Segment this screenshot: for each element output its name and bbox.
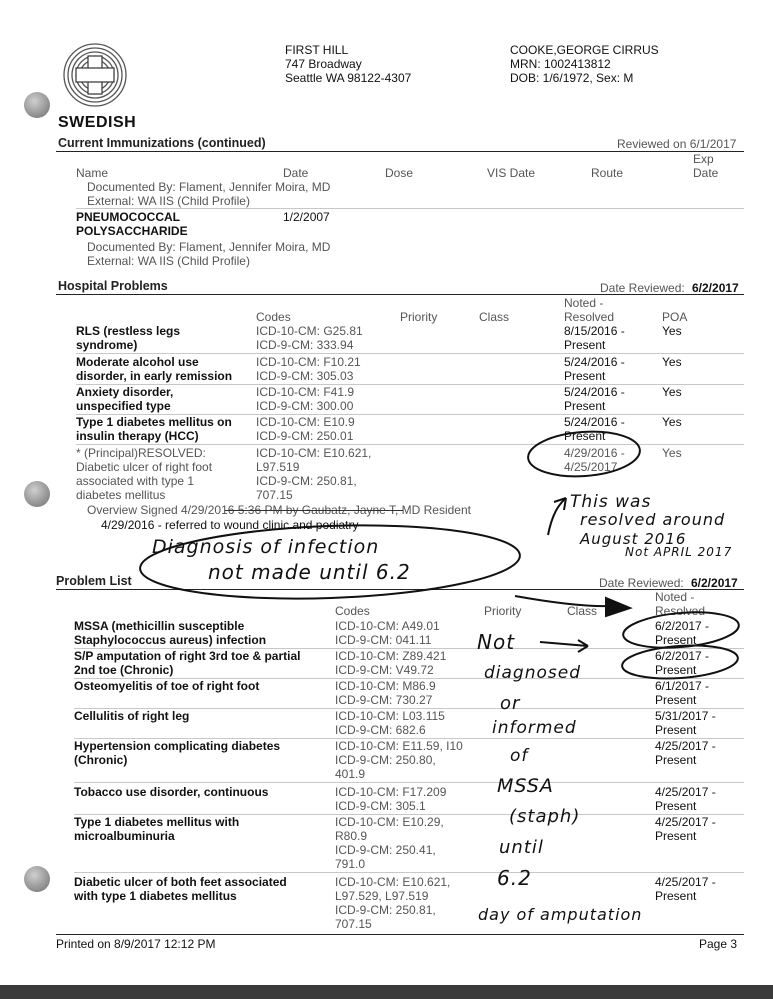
- icd-code-line-2: L97.529, L97.519: [335, 889, 429, 903]
- icd10-code: ICD-10-CM: A49.01: [335, 619, 440, 633]
- icd9-code: ICD-9-CM: 300.00: [256, 399, 354, 413]
- icd10-code: ICD-10-CM: E10.621,: [256, 446, 372, 460]
- problem-name-cont: unspecified type: [76, 399, 171, 413]
- hp-col-priority: Priority: [400, 310, 438, 324]
- hw-mssa-10: day of amputation: [478, 905, 643, 924]
- icd-code-line-4: 707.15: [335, 917, 372, 931]
- resolved-status: Present: [655, 829, 697, 843]
- icd9-code: ICD-9-CM: 250.81,: [256, 474, 357, 488]
- patient-name: COOKE,GEORGE CIRRUS: [510, 43, 659, 57]
- hw-mssa-2: diagnosed: [484, 663, 582, 683]
- problem-name: Diabetic ulcer of both feet associated: [74, 875, 287, 889]
- hp-col-noted: Noted -: [564, 296, 604, 310]
- icd-code-line-2: ICD-9-CM: 305.1: [335, 799, 426, 813]
- icd10-code: ICD-10-CM: F10.21: [256, 355, 361, 369]
- overview-signed: Overview Signed 4/29/2016 5:36 PM by Gaubatz, Jayne T, MD Resident: [87, 503, 471, 517]
- brand-name: SWEDISH: [58, 114, 137, 131]
- problem-name: S/P amputation of right 3rd toe & partial: [74, 649, 301, 663]
- problem-name: Hypertension complicating diabetes: [74, 739, 281, 753]
- noted-date: 6/1/2017 -: [655, 679, 710, 693]
- hw-resolved-3: August 2016: [580, 530, 687, 548]
- resolved-flag: * (Principal)RESOLVED:: [76, 446, 206, 460]
- external-2: External: WA IIS (Child Profile): [87, 254, 250, 268]
- pl-col-priority: Priority: [484, 604, 522, 618]
- problem-name: Type 1 diabetes mellitus with: [74, 815, 240, 829]
- hp-col-class: Class: [479, 310, 510, 324]
- resolved-status: Present: [564, 369, 606, 383]
- icd-code-line-2: ICD-9-CM: 250.80,: [335, 753, 436, 767]
- problem-name: Moderate alcohol use: [76, 355, 199, 369]
- icd10-code: ICD-10-CM: G25.81: [256, 324, 363, 338]
- problem-name-cont: disorder, in early remission: [76, 369, 233, 383]
- hp-col-resolved: Resolved: [564, 310, 615, 324]
- referral-note: 4/29/2016 - referred to wound clinic and podiatry: [101, 518, 359, 532]
- icd-code-line-3: ICD-9-CM: 250.81,: [335, 903, 436, 917]
- icd-code-line-2: ICD-9-CM: 730.27: [335, 693, 433, 707]
- poa-value: Yes: [662, 324, 682, 338]
- hp-col-codes: Codes: [256, 310, 291, 324]
- icd10-code: ICD-10-CM: F17.209: [335, 785, 447, 799]
- problem-name-cont: Staphylococcus aureus) infection: [74, 633, 267, 647]
- noted-date: 4/25/2017 -: [655, 785, 716, 799]
- problem-name-cont: microalbuminuria: [74, 829, 175, 843]
- hw-mssa-5: of: [510, 746, 529, 766]
- printed-on: Printed on 8/9/2017 12:12 PM: [56, 937, 216, 951]
- problem-list-title: Problem List: [56, 574, 132, 588]
- hp-col-poa: POA: [662, 310, 688, 324]
- resolved-status: Present: [655, 753, 697, 767]
- resolved-status: Present: [655, 693, 697, 707]
- hospital-reviewed-date: 6/2/2017: [692, 281, 739, 295]
- problem-name-cont: insulin therapy (HCC): [76, 429, 199, 443]
- noted-date: 6/2/2017 -: [655, 649, 710, 663]
- icd-code-line-2: ICD-9-CM: V49.72: [335, 663, 434, 677]
- icd-code-line-2: ICD-9-CM: 041.11: [335, 633, 432, 647]
- noted-date: 8/15/2016 -: [564, 324, 625, 338]
- immunizations-reviewed: Reviewed on 6/1/2017: [617, 137, 737, 151]
- icd10-code: ICD-10-CM: E11.59, I10: [335, 739, 463, 753]
- pl-col-class: Class: [567, 604, 598, 618]
- hw-diagnosis-2: not made until 6.2: [208, 560, 411, 584]
- hw-mssa-7: (staph): [509, 806, 581, 827]
- icd10-code: ICD-10-CM: E10.621,: [335, 875, 451, 889]
- problems-reviewed-date: 6/2/2017: [691, 576, 738, 590]
- poa-value: Yes: [662, 415, 682, 429]
- col-name: Name: [76, 166, 109, 180]
- icd-code-line-2: R80.9: [335, 829, 368, 843]
- col-exp: Exp: [693, 152, 714, 166]
- documented-by-2: Documented By: Flament, Jennifer Moira, MD: [87, 240, 331, 254]
- facility-line-2: 747 Broadway: [285, 57, 362, 71]
- noted-date: 5/24/2016 -: [564, 385, 625, 399]
- problem-name-cont: 2nd toe (Chronic): [74, 663, 174, 677]
- icd9-code: ICD-9-CM: 305.03: [256, 369, 354, 383]
- poa-value: Yes: [662, 446, 682, 460]
- pl-col-noted: Noted -: [655, 590, 695, 604]
- icd9-code-cont: 707.15: [256, 488, 293, 502]
- icd-code-line-3: 401.9: [335, 767, 366, 781]
- poa-value: Yes: [662, 385, 682, 399]
- vaccine-name-2: POLYSACCHARIDE: [76, 224, 188, 238]
- resolved-status: Present: [655, 663, 697, 677]
- col-vis: VIS Date: [487, 166, 536, 180]
- problem-name-cont: (Chronic): [74, 753, 128, 767]
- patient-dob: DOB: 1/6/1972, Sex: M: [510, 71, 634, 85]
- problem-name: Osteomyelitis of toe of right foot: [74, 679, 260, 693]
- problem-name: RLS (restless legs: [76, 324, 181, 338]
- resolved-status: Present: [655, 723, 697, 737]
- hw-resolved-4: Not APRIL 2017: [625, 545, 733, 559]
- hospital-reviewed-label: Date Reviewed:: [600, 281, 685, 295]
- problem-name: Diabetic ulcer of right foot: [76, 460, 213, 474]
- immunizations-title: Current Immunizations (continued): [58, 136, 266, 150]
- vaccine-name-1: PNEUMOCOCCAL: [76, 210, 180, 224]
- problem-name: Type 1 diabetes mellitus on: [76, 415, 232, 429]
- hw-mssa-4: informed: [492, 718, 577, 738]
- col-route: Route: [591, 166, 624, 180]
- icd10-code: ICD-10-CM: M86.9: [335, 679, 436, 693]
- icd10-code: ICD-10-CM: Z89.421: [335, 649, 447, 663]
- resolved-status: Present: [564, 399, 606, 413]
- vaccine-date: 1/2/2007: [283, 210, 330, 224]
- noted-date: 4/29/2016 -: [564, 446, 625, 460]
- pl-col-codes: Codes: [335, 604, 370, 618]
- noted-date: 6/2/2017 -: [655, 619, 710, 633]
- facility-line-1: FIRST HILL: [285, 43, 349, 57]
- problem-name-cont: associated with type 1: [76, 474, 195, 488]
- col-exp-date: Date: [693, 166, 719, 180]
- resolved-date: 4/25/2017: [564, 460, 618, 474]
- hw-mssa-6: MSSA: [497, 775, 554, 797]
- hw-resolved-1: This was: [570, 492, 652, 512]
- icd-code-line-4: 791.0: [335, 857, 366, 871]
- hw-mssa-3: or: [500, 693, 521, 714]
- problem-name-cont: diabetes mellitus: [76, 488, 166, 502]
- patient-mrn: MRN: 1002413812: [510, 57, 611, 71]
- icd-code-line-3: ICD-9-CM: 250.41,: [335, 843, 436, 857]
- noted-date: 5/24/2016 -: [564, 415, 625, 429]
- icd10-code: ICD-10-CM: F41.9: [256, 385, 355, 399]
- problem-name: Tobacco use disorder, continuous: [74, 785, 269, 799]
- noted-date: 4/25/2017 -: [655, 739, 716, 753]
- facility-line-3: Seattle WA 98122-4307: [285, 71, 412, 85]
- icd10-code: ICD-10-CM: L03.115: [335, 709, 445, 723]
- hospital-problems-title: Hospital Problems: [58, 279, 168, 293]
- noted-date: 4/25/2017 -: [655, 815, 716, 829]
- resolved-status: Present: [655, 889, 697, 903]
- poa-value: Yes: [662, 355, 682, 369]
- col-date: Date: [283, 166, 309, 180]
- hw-mssa-1: Not: [477, 630, 516, 654]
- col-dose: Dose: [385, 166, 414, 180]
- icd10-code: ICD-10-CM: E10.9: [256, 415, 355, 429]
- noted-date: 4/25/2017 -: [655, 875, 716, 889]
- problems-reviewed-label: Date Reviewed:: [599, 576, 684, 590]
- problem-name: Cellulitis of right leg: [74, 709, 190, 723]
- noted-date: 5/31/2017 -: [655, 709, 716, 723]
- resolved-status: Present: [655, 799, 697, 813]
- hw-mssa-9: 6.2: [497, 866, 532, 890]
- icd10-code-cont: L97.519: [256, 460, 300, 474]
- problem-name: Anxiety disorder,: [76, 385, 174, 399]
- external-1: External: WA IIS (Child Profile): [87, 194, 250, 208]
- pl-col-resolved: Resolved: [655, 604, 706, 618]
- resolved-status: Present: [564, 338, 606, 352]
- documented-by-1: Documented By: Flament, Jennifer Moira, MD: [87, 180, 331, 194]
- page-number: Page 3: [699, 937, 738, 951]
- icd10-code: ICD-10-CM: E10.29,: [335, 815, 444, 829]
- hw-diagnosis-1: Diagnosis of infection: [152, 536, 380, 558]
- icd-code-line-2: ICD-9-CM: 682.6: [335, 723, 426, 737]
- problem-name: MSSA (methicillin susceptible: [74, 619, 245, 633]
- resolved-status: Present: [564, 429, 606, 443]
- hw-resolved-2: resolved around: [580, 510, 726, 529]
- problem-name-cont: with type 1 diabetes mellitus: [74, 889, 237, 903]
- icd9-code: ICD-9-CM: 333.94: [256, 338, 354, 352]
- noted-date: 5/24/2016 -: [564, 355, 625, 369]
- icd9-code: ICD-9-CM: 250.01: [256, 429, 354, 443]
- problem-name-cont: syndrome): [76, 338, 138, 352]
- hw-mssa-8: until: [499, 837, 544, 858]
- resolved-status: Present: [655, 633, 697, 647]
